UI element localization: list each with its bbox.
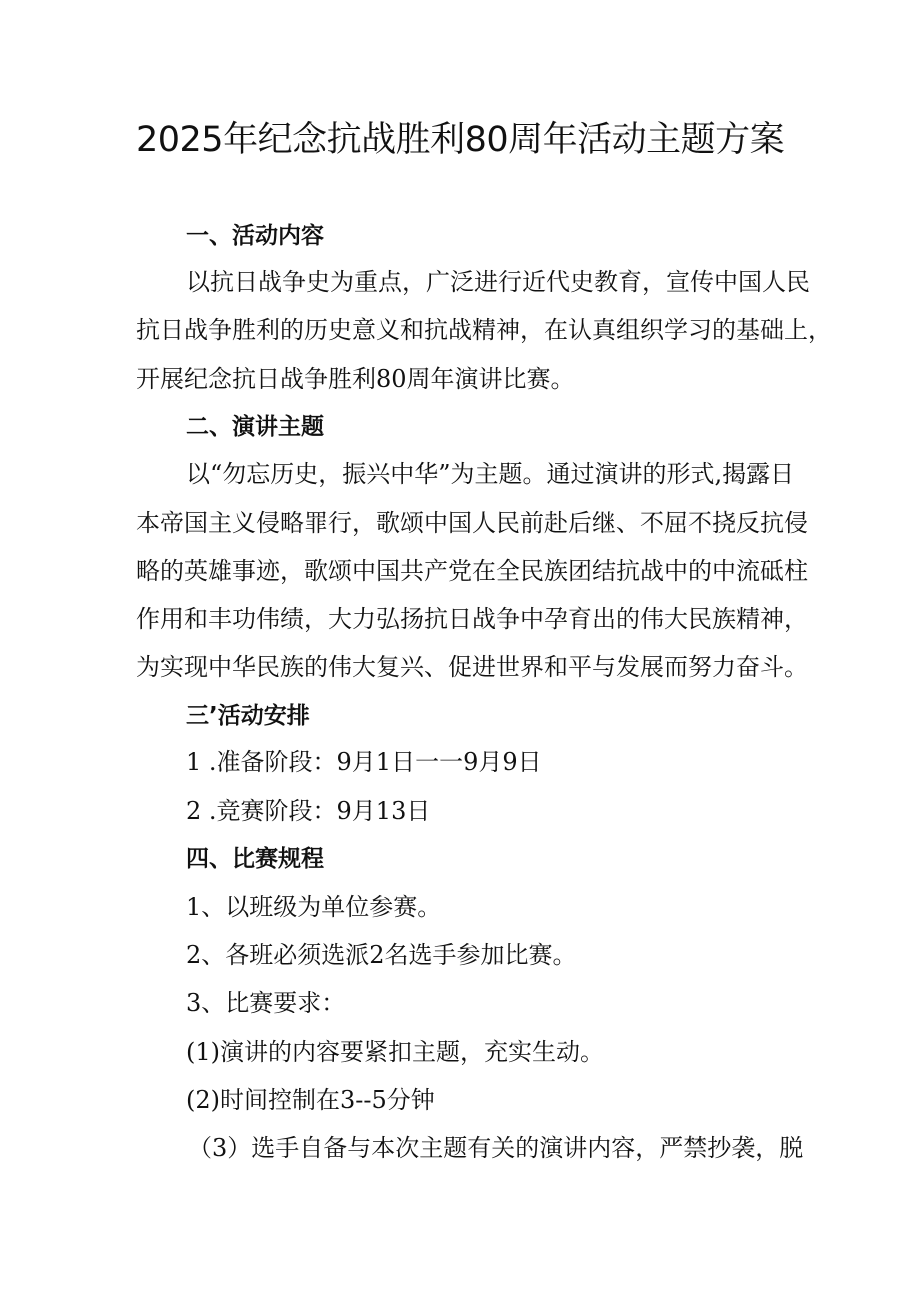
list-item: (1)演讲的内容要紧扣主题，充实生动。 (186, 1038, 604, 1066)
paragraph-line: 本帝国主义侵略罪行，歌颂中国人民前赴后继、不屈不挠反抗侵 (136, 509, 808, 537)
list-item: 3、比赛要求： (186, 989, 346, 1017)
section-heading-competition-rules: 四、比赛规程 (186, 846, 324, 872)
paragraph-line: 开展纪念抗日战争胜利80周年演讲比赛。 (136, 365, 575, 393)
list-item: （3）选手自备与本次主题有关的演讲内容，严禁抄袭，脱 (188, 1134, 804, 1162)
section-heading-speech-theme: 二、演讲主题 (186, 414, 324, 440)
list-item: 2 .竞赛阶段：9月13日 (186, 797, 431, 825)
list-item: 2、各班必须选派2名选手参加比赛。 (186, 941, 577, 969)
document-title: 2025年纪念抗战胜利80周年活动主题方案 (136, 120, 785, 160)
paragraph-line: 作用和丰功伟绩，大力弘扬抗日战争中孕育出的伟大民族精神， (136, 605, 808, 633)
paragraph-line: 以“勿忘历史，振兴中华”为主题。通过演讲的形式,揭露日 (186, 460, 795, 488)
section-heading-activity-content: 一、活动内容 (186, 223, 324, 249)
list-item: 1、以班级为单位参赛。 (186, 893, 442, 921)
list-item: (2)时间控制在3--5分钟 (186, 1086, 435, 1114)
paragraph-line: 略的英雄事迹，歌颂中国共产党在全民族团结抗战中的中流砥柱 (136, 557, 808, 585)
paragraph-line: 抗日战争胜利的历史意义和抗战精神，在认真组织学习的基础上， (136, 316, 832, 344)
paragraph-line: 以抗日战争史为重点，广泛进行近代史教育，宣传中国人民 (186, 268, 810, 296)
list-item: 1 .准备阶段：9月1日一一9月9日 (186, 748, 542, 776)
paragraph-line: 为实现中华民族的伟大复兴、促进世界和平与发展而努力奋斗。 (136, 653, 808, 681)
section-heading-schedule: 三’活动安排 (186, 703, 310, 729)
